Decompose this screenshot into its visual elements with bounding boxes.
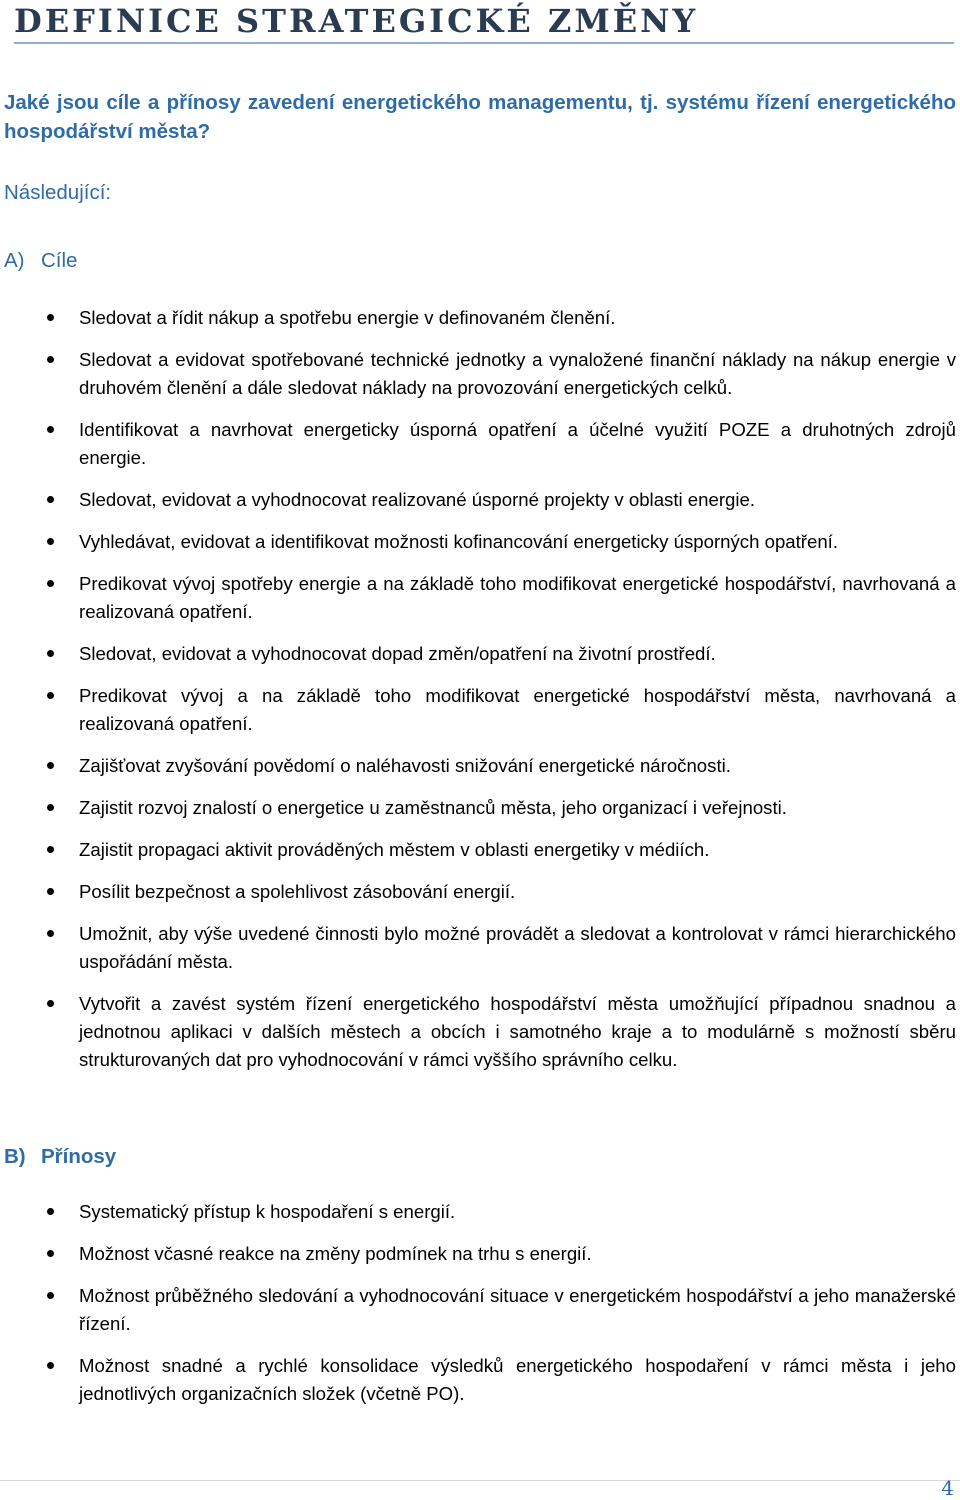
list-item-text: Zajistit propagaci aktivit prováděných městem v oblasti energetiky v médiích. (79, 839, 710, 860)
list-item (0, 1240, 960, 1268)
list-item (0, 528, 960, 556)
page-title: DEFINICE STRATEGICKÉ ZMĚNY (14, 0, 954, 44)
bullet-icon (47, 1000, 54, 1007)
bullet-icon (47, 692, 54, 699)
list-item (0, 1352, 960, 1408)
section-title: Cíle (41, 249, 78, 272)
bullet-icon (47, 1208, 54, 1215)
list-item (0, 486, 960, 514)
bullet-icon (47, 314, 54, 321)
lead-question: Jaké jsou cíle a přínosy zavedení energetického managementu, tj. systému řízení energetického hospodářství města? (4, 91, 956, 143)
list-item (0, 416, 960, 472)
list-item (0, 920, 960, 976)
bullet-icon (47, 762, 54, 769)
section-title: Přínosy (41, 1145, 117, 1168)
benefits-list (0, 1198, 960, 1422)
list-item (0, 570, 960, 626)
list-item-text: Identifikovat a navrhovat energeticky úsporná opatření a účelné využití POZE a druhotných zdrojů energie. (79, 419, 956, 468)
list-item-text: Vytvořit a zavést systém řízení energetického hospodářství města umožňující případnou snadnou a jednotnou aplikaci v dalších městech a obcích i samotného kraje a to modulárně s možností sběru strukturovaných dat pro vyhodnocování v rámci vyššího správního celku. (79, 993, 956, 1070)
bullet-icon (47, 1292, 54, 1299)
section-letter: A) (4, 249, 25, 272)
page-number: 4 (941, 1476, 954, 1500)
bullet-icon (47, 888, 54, 895)
list-item-text: Zajišťovat zvyšování povědomí o naléhavosti snižování energetické náročnosti. (79, 755, 731, 776)
section-letter: B) (4, 1145, 26, 1168)
list-item (0, 752, 960, 780)
list-item-text: Sledovat, evidovat a vyhodnocovat realizované úsporné projekty v oblasti energie. (79, 489, 755, 510)
section-heading-goals (4, 246, 77, 275)
list-item-text: Systematický přístup k hospodaření s energií. (79, 1201, 456, 1222)
list-item-text: Vyhledávat, evidovat a identifikovat možnosti kofinancování energeticky úsporných opatření. (79, 531, 838, 552)
bullet-icon (47, 1362, 54, 1369)
list-item (0, 836, 960, 864)
bullet-icon (47, 496, 54, 503)
list-item (0, 304, 960, 332)
list-item (0, 640, 960, 668)
list-item-text: Zajistit rozvoj znalostí o energetice u zaměstnanců města, jeho organizací i veřejnosti. (79, 797, 787, 818)
list-item-text: Predikovat vývoj spotřeby energie a na základě toho modifikovat energetické hospodářství, navrhovaná a realizovaná opatření. (79, 573, 956, 622)
list-item (0, 682, 960, 738)
list-item (0, 346, 960, 402)
bullet-icon (47, 580, 54, 587)
bullet-icon (47, 538, 54, 545)
list-item-text: Sledovat a evidovat spotřebované technické jednotky a vynaložené finanční náklady na nákup energie v druhovém členění a dále sledovat náklady na provozování energetických celků. (79, 349, 956, 398)
list-item-text: Možnost snadné a rychlé konsolidace výsledků energetického hospodaření v rámci města i jeho jednotlivých organizačních složek (včetně PO). (79, 1355, 956, 1404)
list-item (0, 1282, 960, 1338)
list-item-text: Možnost včasné reakce na změny podmínek na trhu s energií. (79, 1243, 592, 1264)
list-item-text: Umožnit, aby výše uvedené činnosti bylo možné provádět a sledovat a kontrolovat v rámci hierarchického uspořádání města. (79, 923, 956, 972)
list-item-text: Možnost průběžného sledování a vyhodnocování situace v energetickém hospodářství a jeho manažerské řízení. (79, 1285, 956, 1334)
bullet-icon (47, 356, 54, 363)
list-item (0, 794, 960, 822)
list-item (0, 878, 960, 906)
list-item (0, 990, 960, 1074)
list-item-text: Sledovat a řídit nákup a spotřebu energie v definovaném členění. (79, 307, 616, 328)
goals-list (0, 304, 960, 1088)
bullet-icon (47, 930, 54, 937)
bullet-icon (47, 426, 54, 433)
list-item-text: Sledovat, evidovat a vyhodnocovat dopad změn/opatření na životní prostředí. (79, 643, 716, 664)
list-item-text: Posílit bezpečnost a spolehlivost zásobování energií. (79, 881, 516, 902)
bullet-icon (47, 650, 54, 657)
bullet-icon (47, 846, 54, 853)
list-item (0, 1198, 960, 1226)
bullet-icon (47, 1250, 54, 1257)
list-item-text: Predikovat vývoj a na základě toho modifikovat energetické hospodářství města, navrhovaná a realizovaná opatření. (79, 685, 956, 734)
bullet-icon (47, 804, 54, 811)
footer-divider (0, 1480, 960, 1481)
section-heading-benefits (4, 1142, 116, 1171)
intro-label: Následující: (4, 181, 112, 204)
